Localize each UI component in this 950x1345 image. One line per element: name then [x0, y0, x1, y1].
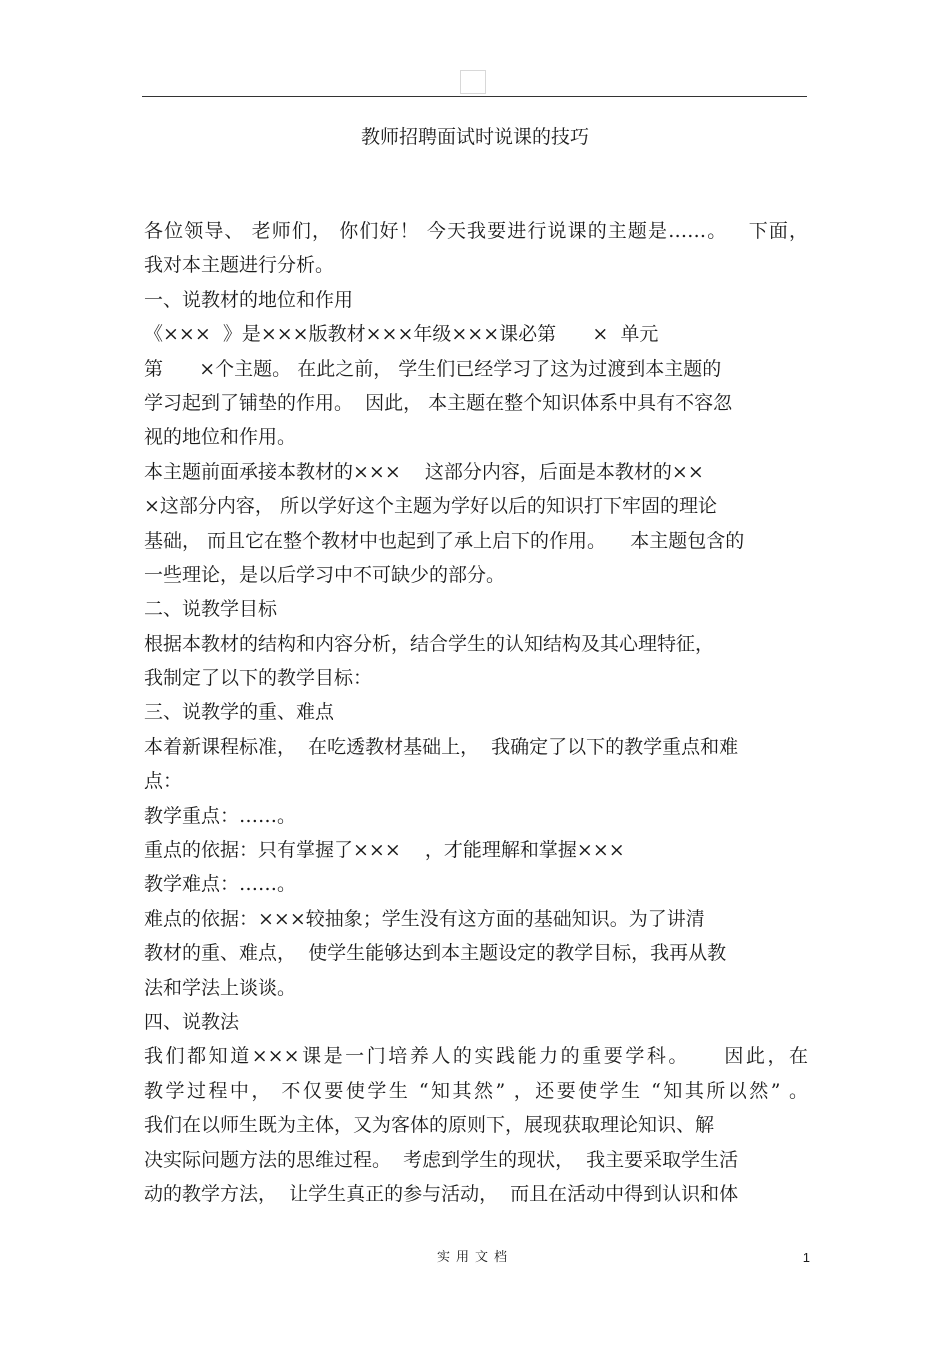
text-line: 教学重点：……。	[144, 804, 297, 827]
text-line: 根据本教材的结构和内容分析，结合学生的认知结构及其心理特征，	[144, 632, 715, 655]
header-mark	[460, 70, 486, 94]
text-line: 各位领导、 老师们， 你们好！ 今天我要进行说课的主题是……。 下面，	[144, 220, 808, 242]
header-rule	[142, 96, 807, 97]
text-line: 教材的重、难点， 使学生能够达到本主题设定的教学目标，我再从教	[144, 942, 727, 965]
text-line: 动的教学方法， 让学生真正的参与活动， 而且在活动中得到认识和体	[144, 1182, 739, 1205]
text-line: 一、说教材的地位和作用	[144, 288, 354, 311]
text-line: 本着新课程标准， 在吃透教材基础上， 我确定了以下的教学重点和难	[144, 735, 739, 758]
text-line: 教学难点：……。	[144, 873, 297, 896]
text-line: 学习起到了铺垫的作用。 因此， 本主题在整个知识体系中具有不容忽	[144, 391, 733, 414]
text-line: 点：	[144, 770, 183, 793]
text-line: 《××× 》是×××版教材×××年级×××课必第 × 单元	[144, 323, 659, 346]
text-line: 第 ×个主题。 在此之前， 学生们已经学习了这为过渡到本主题的	[144, 357, 722, 380]
text-line: 重点的依据：只有掌握了××× ，才能理解和掌握×××	[144, 839, 625, 862]
text-line: ×这部分内容， 所以学好这个主题为学好以后的知识打下牢固的理论	[144, 495, 717, 518]
text-line: 我制定了以下的教学目标：	[144, 667, 373, 690]
text-line: 我对本主题进行分析。	[144, 254, 335, 277]
document-body	[144, 214, 808, 1211]
text-line: 一些理论，是以后学习中不可缺少的部分。	[144, 563, 506, 586]
text-line: 视的地位和作用。	[144, 426, 297, 449]
text-line: 决实际问题方法的思维过程。 考虑到学生的现状， 我主要采取学生活	[144, 1148, 739, 1171]
text-line: 四、说教法	[144, 1010, 240, 1033]
text-line: 难点的依据：×××较抽象；学生没有这方面的基础知识。为了讲清	[144, 907, 705, 930]
text-line: 教学过程中， 不仅要使学生 “知其然” ，还要使学生 “知其所以然” 。	[144, 1079, 808, 1102]
text-line: 法和学法上谈谈。	[144, 976, 297, 999]
text-line: 三、说教学的重、难点	[144, 701, 335, 724]
text-line: 本主题前面承接本教材的××× 这部分内容，后面是本教材的××	[144, 460, 704, 483]
text-line: 二、说教学目标	[144, 598, 278, 621]
document-title: 教师招聘面试时说课的技巧	[360, 126, 589, 148]
page-number: 1	[802, 1250, 810, 1265]
text-line: 基础， 而且它在整个教材中也起到了承上启下的作用。 本主题包含的	[144, 529, 745, 552]
footer-text: 实用文档	[436, 1250, 513, 1265]
text-line: 我们都知道×××课是一门培养人的实践能力的重要学科。 因此，在	[144, 1045, 808, 1068]
text-line: 我们在以师生既为主体，又为客体的原则下，展现获取理论知识、解	[144, 1114, 715, 1137]
